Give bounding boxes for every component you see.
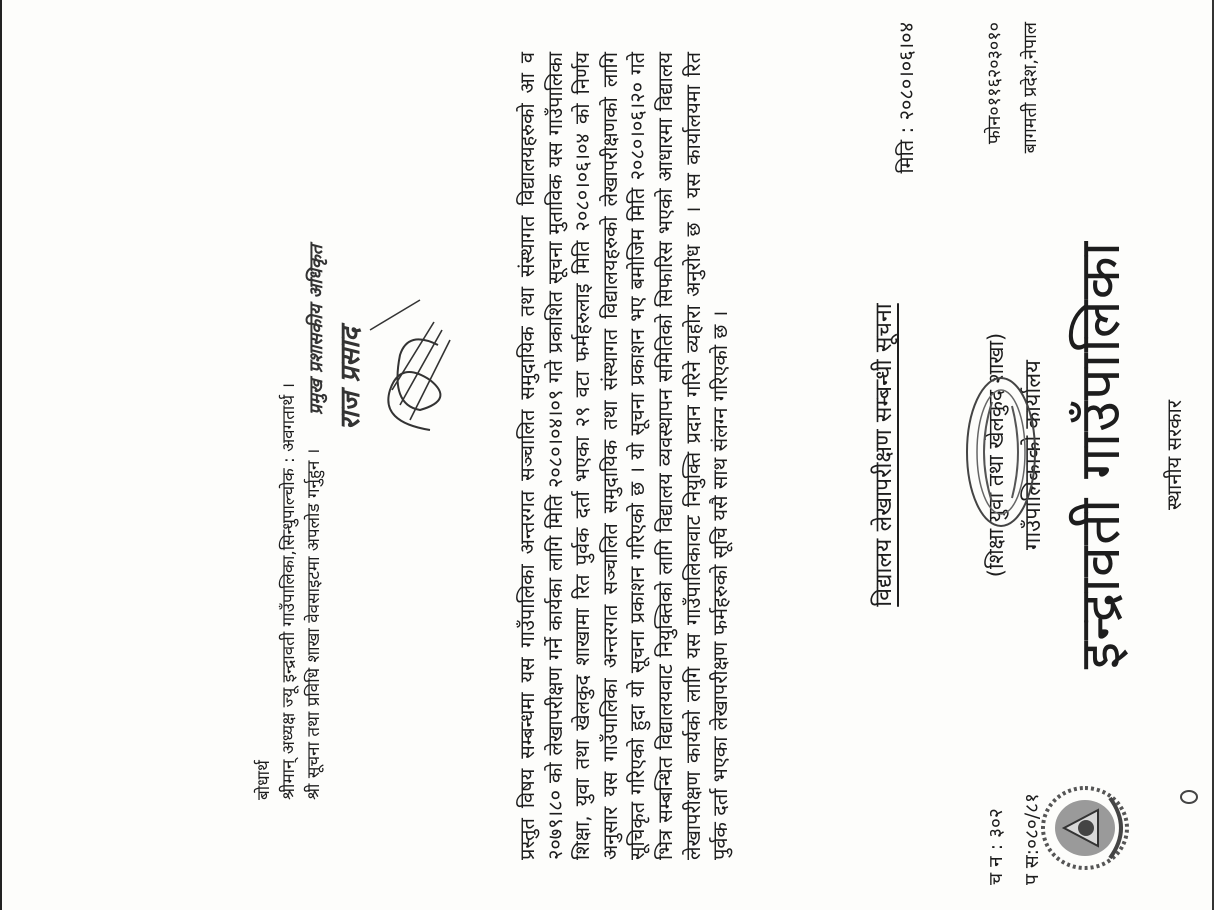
office-stamp-icon <box>962 372 1040 532</box>
phone-label: फोन०११६२०३०१० <box>984 22 1005 145</box>
office-label: गाउँपालिकाको कार्यालय <box>1021 360 1046 550</box>
government-label: स्थानीय सरकार <box>1162 400 1186 510</box>
province-label: बागमती प्रदेश,नेपाल <box>1020 22 1041 154</box>
scan-mark <box>1180 790 1198 804</box>
patra-sankhya: प स:०८०/८१ <box>1021 793 1043 885</box>
signature-icon <box>360 200 472 450</box>
cc-line: श्रीमान् अध्यक्ष ज्यू इन्द्रावती गाउँपालिका,सिन्धुपाल्चोक : अवगतार्थ । <box>279 382 299 800</box>
signatory-title: प्रमुख प्रशासकीय अधिकृत <box>306 244 327 415</box>
branch-label: (शिक्षा युवा तथा खेलकुद शाखा) <box>984 332 1008 578</box>
letter-date: मिति : २०८०।०६।०४ <box>894 22 918 174</box>
subject-heading: विद्यालय लेखापरीक्षण सम्बन्धी सूचना <box>871 303 897 607</box>
chalani-number: च न : ३०२ <box>985 808 1007 885</box>
edge-line <box>0 0 2 910</box>
signatory-name: राज प्रसाद <box>335 327 366 430</box>
cc-heading: बोधार्थ <box>254 760 274 800</box>
notice-body: प्रस्तुत विषय सम्बन्धमा यस गाउँपालिका अन्तरगत सञ्चालित समुदायिक तथा संस्थागत विद्यालयहरुको आ व २०७९।८० को लेखापरीक्षण गर्ने कार्यका लागि मिति २०८०।०४।०९ गते प्रकाशित सूचना मुताविक यस गाउँपालिका शिक्षा, युवा तथा खेलकुद शाखामा रित पुर्वक दर्ता भएका २९ वटा फर्महरुलाइ मिति २०८०।०६।०४ को निर्णय अनुसार यस गाउँपालिका अन्तरगत सञ्चालित समुदायिक तथा संस्थागत विद्यालयहरुको लेखापरीक्षणको लागि सूचिकृत गरिएको हुदा यो सूचना प्रकाशन गरिएको छ । यो सूचना प्रकाशन भए बमोजिम मिति २०८०।०६।२० गते भित्र सम्बन्धित विद्यालयवाट नियुक्तिको लागि विद्यालय व्यवस्थापन समितिको सिफारिस भएको आधारमा विद्यालय लेखापरीक्षण कार्यको लागि यस गाउँपालिकावाट नियुक्ति प्रदान गरिने व्यहोरा अनुरोध छ । यस कार्यालयमा रित पुर्वक दर्ता भएका लेखापरीक्षण फर्महरुको सूचि यसै साथ संलग्न गरिएको छ । <box>515 52 733 860</box>
cc-block <box>252 383 327 800</box>
cc-line: श्री सूचना तथा प्रविधि शाखा वेवसाइटमा अपलोड गर्नुहुन । <box>304 448 324 800</box>
municipality-title: इन्द्रावती गाउँपालिका <box>1068 240 1133 670</box>
